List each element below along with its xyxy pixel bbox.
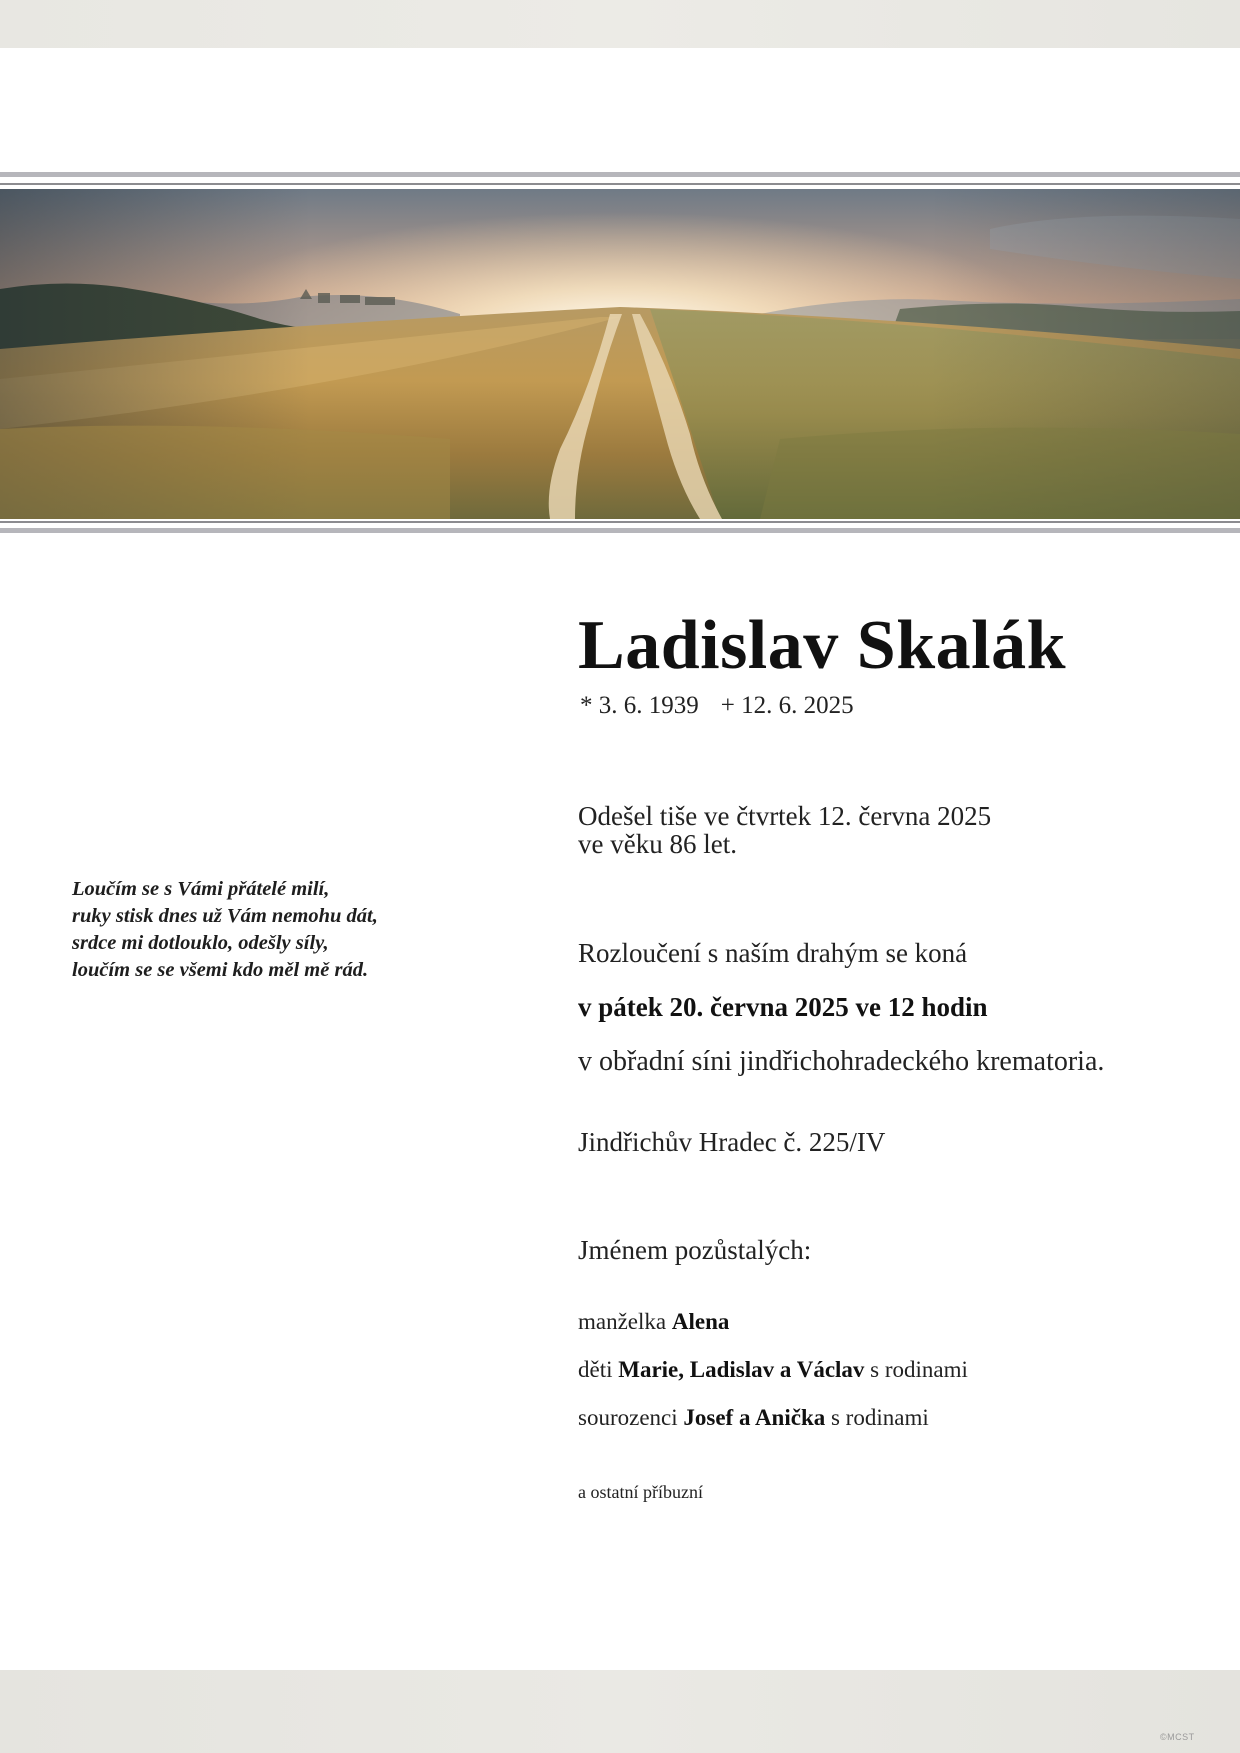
ceremony-place: v obřadní síni jindřichohradeckého krematoria. xyxy=(578,1046,1105,1077)
divider-top-outer xyxy=(0,172,1240,177)
divider-bottom-outer xyxy=(0,528,1240,533)
poem-line: ruky stisk dnes už Vám nemohu dát, xyxy=(72,905,378,927)
life-dates xyxy=(580,690,854,722)
relation-label: děti xyxy=(578,1357,613,1382)
top-band xyxy=(0,0,1240,48)
death-date: + 12. 6. 2025 xyxy=(720,692,854,719)
poem-line: Loučím se s Vámi přátelé milí, xyxy=(72,878,330,900)
announcement-line-1: Odešel tiše ve čtvrtek 12. června 2025 xyxy=(578,801,992,831)
printer-watermark: ©MCST xyxy=(1160,1732,1195,1742)
mourner-siblings xyxy=(578,1404,929,1432)
mourners-heading: Jménem pozůstalých: xyxy=(578,1235,812,1265)
birth-date: * 3. 6. 1939 xyxy=(580,692,699,719)
deceased-name: Ladislav Skalák xyxy=(578,607,1066,684)
ceremony-intro: Rozloučení s naším drahým se koná xyxy=(578,938,968,968)
mourner-names: Alena xyxy=(671,1309,730,1334)
divider-top-inner xyxy=(0,183,1240,185)
poem-line: loučím se se všemi kdo měl mě rád. xyxy=(72,959,369,981)
mourner-names: Josef a Anička xyxy=(683,1405,826,1430)
farewell-poem xyxy=(72,876,472,984)
announcement-line-2: ve věku 86 let. xyxy=(578,829,737,859)
relation-label: sourozenci xyxy=(578,1405,678,1430)
relation-suffix: s rodinami xyxy=(870,1357,968,1382)
poem-line: srdce mi dotlouklo, odešly síly, xyxy=(72,932,329,954)
mourner-names: Marie, Ladislav a Václav xyxy=(618,1357,865,1382)
ceremony-datetime: v pátek 20. června 2025 ve 12 hodin xyxy=(578,992,988,1022)
bottom-band xyxy=(0,1670,1240,1753)
address: Jindřichův Hradec č. 225/IV xyxy=(578,1127,886,1157)
mourner-wife xyxy=(578,1308,729,1336)
landscape-photo xyxy=(0,189,1240,519)
relation-suffix: s rodinami xyxy=(830,1405,929,1430)
relation-label: manželka xyxy=(578,1309,667,1334)
divider-bottom-inner xyxy=(0,521,1240,523)
other-relatives: a ostatní příbuzní xyxy=(578,1482,703,1502)
mourner-children xyxy=(578,1356,968,1384)
